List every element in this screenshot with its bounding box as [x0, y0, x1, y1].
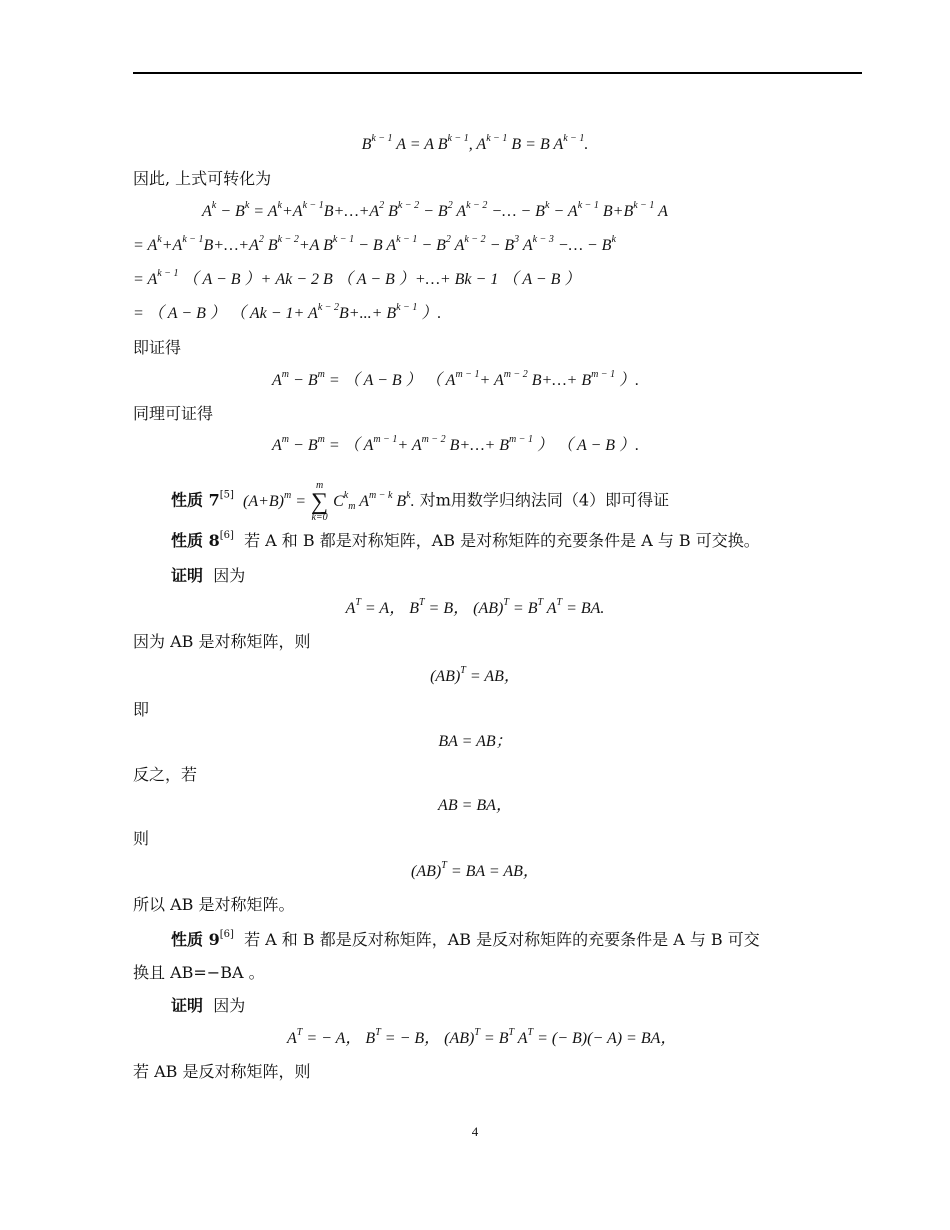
prop9-body-2: 换且 AB=−BA 。	[133, 963, 265, 982]
text-if-antisym-then: 若 AB 是反对称矩阵，则	[133, 1062, 311, 1081]
equation-expand-2: = $A^k+A^{k - 1}B+\dots+A^2$ $B^{k - 2}+A$ $B^{k - 1} - B$ $A^{k - 1} - B^2$ $A^{k - 2} - B^3$ $A^{k - 3}$ −… − $B^k$	[133, 234, 616, 254]
equation-result-2: $A^m - B^m$ = （ $A^{m - 1}+ A^{m - 2}$ B+…+ $B^{m - 1}$ ） （ A − B ）.	[272, 434, 640, 454]
equation-result-1: $A^m - B^m$ = （ A − B ） （ $A^{m - 1}+ A^{m - 2}$ B+…+ $B^{m - 1}$ ）.	[272, 369, 640, 389]
prop8-body: 若 A 和 B 都是对称矩阵，AB 是对称矩阵的充要条件是 A 与 B 可交换。	[244, 531, 760, 550]
equation-commute: $B^{k - 1}$ A = A $B^{k - 1}$, $A^{k - 1}$ B = B $A^{k - 1}$.	[361, 133, 589, 153]
page-number: 4	[471, 1124, 479, 1139]
equation-abt-ab: (AB)$^T$ = AB，	[430, 665, 520, 685]
equation-expand-1: $A^k - B^k$ = $A^k+A^{k - 1}B+\dots+A^2$ $B^{k - 2} - B^2$ $A^{k - 2}$ −… − $B^k - A^{k - 1}$ $B+B^{k - 1}$ A	[202, 200, 668, 220]
prop8-ref: [6]	[219, 530, 234, 541]
prop7-formula: $(A+B)^m$ = m ∑ k=0 $C^k_m$ $A^{m - k}$ $B^k$.	[238, 480, 415, 523]
header-rule	[133, 72, 862, 74]
proof-9-start	[171, 996, 245, 1016]
text-thus-proven: 即证得	[133, 338, 182, 357]
equation-ba-ab: BA = AB；	[438, 733, 512, 750]
equation-abt-ba-ab: (AB)$^T$ = BA = AB，	[411, 860, 539, 880]
prop7-tail: 对m用数学归纳法同（4）即可得证	[419, 490, 670, 510]
text-because: 因为	[213, 566, 246, 585]
equation-transpose-sym: $A^T = A$， $B^T = B$， $(AB)^T = B^T$ $A^T$ = BA.	[345, 597, 605, 617]
proof-8-start	[171, 566, 245, 586]
text-then: 则	[133, 829, 150, 848]
proof-label: 证明	[171, 566, 204, 585]
property-8	[171, 531, 760, 551]
property-9	[171, 930, 760, 950]
prop9-ref: [6]	[219, 929, 234, 940]
equation-expand-3: = $A^{k - 1}$ （ A − B ）+ Ak − 2 B （ A − B ）+…+ Bk − 1 （ A − B ）	[133, 268, 581, 288]
equation-transpose-antisym: $A^T$ = − A， $B^T$ = − B， $(AB)^T = B^T$ $A^T$ = (− B)(− A) = BA，	[287, 1027, 677, 1047]
prop8-label: 性质 8	[171, 531, 220, 550]
prop7-ref: [5]	[219, 489, 234, 501]
prop9-label: 性质 9	[171, 930, 220, 949]
text-ji: 即	[133, 700, 150, 719]
prop9-body-1: 若 A 和 B 都是反对称矩阵，AB 是反对称矩阵的充要条件是 A 与 B 可交	[244, 930, 760, 949]
equation-ab-ba: AB = BA，	[438, 797, 512, 814]
equation-expand-4: = （ A − B ） （ $Ak - 1+ A^{k - 2}B+...+ B^{k - 1}$ ）.	[133, 302, 442, 322]
text-so-ab-symmetric: 所以 AB 是对称矩阵。	[133, 895, 295, 914]
property-7	[171, 481, 669, 523]
text-therefore: 因此, 上式可转化为	[133, 169, 272, 188]
text-ab-symmetric-then: 因为 AB 是对称矩阵，则	[133, 632, 311, 651]
proof-label-2: 证明	[171, 996, 204, 1015]
text-conversely: 反之，若	[133, 765, 198, 784]
text-because-2: 因为	[213, 996, 246, 1015]
text-similarly: 同理可证得	[133, 404, 214, 423]
prop7-label: 性质 7	[171, 490, 220, 510]
